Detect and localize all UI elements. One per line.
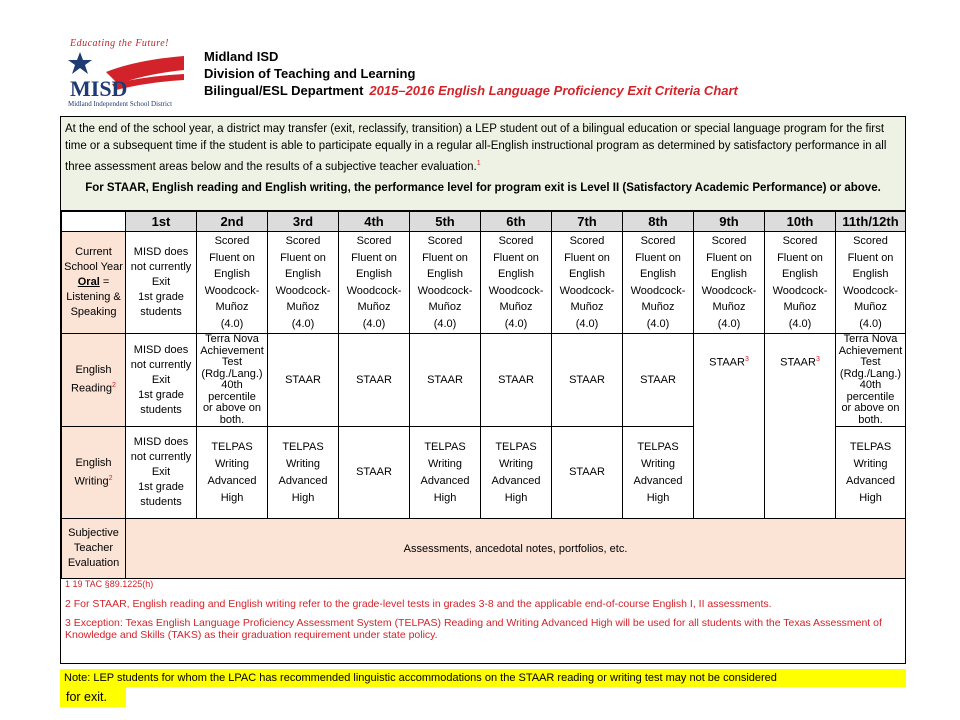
cell-line: Scored: [569, 235, 605, 247]
cell-line: Scored: [782, 235, 818, 247]
cell-line: (4.0): [220, 317, 244, 330]
note-line-1: Note: LEP students for whom the LPAC has recommended linguistic accommodations on the STAAR reading or writing test may not be considered: [60, 669, 906, 687]
grade-header: 3rd: [268, 212, 339, 232]
label-line: [62, 275, 125, 290]
note-line-2: for exit.: [60, 687, 126, 707]
staar-text: STAAR: [709, 356, 745, 369]
grade-header: 5th: [410, 212, 481, 232]
cell-line: (4.0): [362, 317, 386, 330]
cell-line: Achievement: [200, 344, 264, 357]
grade-header: 7th: [552, 212, 623, 232]
grade-header: 11th/12th: [836, 212, 906, 232]
cell-line: Woodcock-: [275, 284, 331, 297]
writing-label: [62, 427, 126, 519]
cell-line: (Rdg./Lang.): [839, 367, 902, 380]
cell-line: (4.0): [717, 317, 741, 330]
cell-line: Advanced: [491, 474, 541, 487]
staar-cell: STAAR: [623, 334, 694, 427]
reading-label: [62, 334, 126, 427]
logo-subtitle: Midland Independent School District: [68, 100, 173, 108]
staar-cell: STAAR: [339, 334, 410, 427]
cell-line: High: [646, 491, 670, 504]
cell-line: English: [213, 268, 251, 280]
cell-line: Woodcock-: [417, 284, 473, 297]
grade-header-row: [62, 212, 906, 232]
cell-line: TELPAS: [282, 440, 324, 453]
cell-line: students: [140, 403, 182, 416]
division-name: Division of Teaching and Learning: [204, 66, 416, 81]
cell-line: MISD does: [133, 246, 189, 258]
cell-line: both.: [858, 413, 883, 426]
staar-cell: STAAR: [339, 427, 410, 519]
cell-line: Fluent on: [706, 251, 752, 264]
department-name: Bilingual/ESL Department: [204, 83, 364, 98]
footnote-2: 2 For STAAR, English reading and English writing refer to the grade-level tests in grades 3-8 and the applicable end-of-course English I, II assessments.: [65, 598, 772, 610]
cell-line: High: [291, 491, 315, 504]
cell-line: (Rdg./Lang.): [201, 367, 263, 380]
cell-line: Advanced: [207, 474, 257, 487]
grade-header: 2nd: [197, 212, 268, 232]
cell-line: English: [284, 268, 322, 280]
cell-line: (4.0): [504, 317, 528, 330]
cell-line: Fluent on: [493, 251, 539, 264]
cell-line: Scored: [356, 235, 392, 247]
terra-nova-cell: [197, 334, 268, 427]
cell-line: Writing: [285, 457, 321, 470]
oral-word: Oral: [77, 276, 100, 288]
telpas-cell: [623, 427, 694, 519]
label-line: Evaluation: [67, 557, 120, 569]
footnote-3: 3 Exception: Texas English Language Proficiency Assessment System (TELPAS) Reading and Writing Advanced High will be used for all students with the Texas Assessment of Knowledge and Skills (TAKS) as their graduation requirement under state policy.: [65, 617, 882, 641]
cell-line: Terra Nova: [205, 333, 259, 345]
cell-line: Muñoz: [712, 301, 746, 313]
cell-line: Writing: [427, 457, 463, 470]
district-name: Midland ISD: [204, 49, 279, 64]
footnote-ref: 3: [815, 356, 820, 363]
cell-line: Terra Nova: [843, 333, 898, 345]
cell-line: Test: [221, 356, 243, 368]
cell-line: TELPAS: [637, 440, 679, 453]
woodcock-cell: [410, 232, 481, 334]
cell-line: Muñoz: [215, 301, 249, 313]
terra-nova-cell: [836, 334, 906, 427]
woodcock-cell: [836, 232, 906, 334]
cell-line: Fluent on: [351, 251, 397, 264]
cell-line: (4.0): [788, 317, 812, 330]
cell-line: 1st grade: [138, 291, 184, 303]
cell-line: Woodcock-: [843, 284, 898, 297]
cell-line: Woodcock-: [204, 284, 260, 297]
evaluation-cell: Assessments, ancedotal notes, portfolios, etc.: [126, 519, 906, 579]
footnote-1: 1 19 TAC §89.1225(h): [65, 579, 154, 589]
cell-line: English: [781, 268, 819, 280]
cell-line: Muñoz: [641, 301, 675, 313]
staar-statement: For STAAR, English reading and English writing, the performance level for program exit is Level II (Satisfactory Academic Performance) or above.: [85, 181, 881, 194]
reading-row: [62, 334, 906, 427]
cell-line: Writing: [498, 457, 534, 470]
chart-title: 2015–2016 English Language Proficiency Exit Criteria Chart: [369, 83, 738, 98]
page-header: [204, 48, 738, 99]
staar-eoc-cell: [765, 334, 836, 519]
cell-line: students: [140, 306, 182, 318]
cell-line: not currently: [130, 451, 192, 463]
woodcock-cell: [623, 232, 694, 334]
woodcock-cell: [339, 232, 410, 334]
cell-line: TELPAS: [424, 440, 466, 453]
cell-line: Exit: [151, 276, 171, 288]
cell-line: Exit: [151, 466, 171, 478]
woodcock-cell: [268, 232, 339, 334]
label-line: Speaking: [70, 306, 117, 318]
cell-line: Fluent on: [847, 251, 894, 264]
cell-line: Woodcock-: [559, 284, 615, 297]
department-line: [204, 82, 738, 99]
writing-first-grade-cell: [126, 427, 197, 519]
cell-line: 1st grade: [138, 481, 184, 493]
cell-line: Scored: [214, 235, 250, 247]
cell-line: TELPAS: [211, 440, 253, 453]
cell-line: Advanced: [420, 474, 470, 487]
woodcock-cell: [197, 232, 268, 334]
cell-line: Fluent on: [280, 251, 326, 264]
intro-text: [65, 121, 901, 176]
label-word: Writing: [74, 475, 109, 488]
footnote-ref: 2: [112, 382, 116, 390]
telpas-cell: [836, 427, 906, 519]
cell-line: Muñoz: [853, 301, 888, 313]
label-line: Current: [75, 246, 112, 258]
cell-line: English: [355, 268, 393, 280]
cell-line: Muñoz: [286, 301, 320, 313]
woodcock-cell: [552, 232, 623, 334]
misd-logo: [66, 38, 194, 110]
cell-line: MISD does: [133, 343, 189, 356]
cell-line: English: [852, 268, 889, 280]
cell-line: (4.0): [646, 317, 670, 330]
cell-line: English: [497, 268, 535, 280]
cell-line: Muñoz: [357, 301, 391, 313]
cell-line: Scored: [853, 235, 888, 247]
label-line: School Year: [64, 261, 123, 273]
criteria-table: [61, 211, 906, 579]
cell-line: (4.0): [433, 317, 457, 330]
staar-cell: STAAR: [268, 334, 339, 427]
logo-tagline: Educating the Future!: [70, 38, 169, 49]
grade-header: 8th: [623, 212, 694, 232]
cell-line: Writing: [853, 457, 888, 470]
cell-line: Fluent on: [635, 251, 681, 264]
cell-line: High: [504, 491, 528, 504]
oral-label: [62, 232, 126, 334]
cell-line: High: [433, 491, 457, 504]
cell-line: Woodcock-: [772, 284, 828, 297]
cell-line: Fluent on: [422, 251, 468, 264]
cell-line: Writing: [640, 457, 676, 470]
footnotes: [61, 576, 905, 651]
cell-line: TELPAS: [495, 440, 537, 453]
cell-line: Woodcock-: [488, 284, 544, 297]
label-line: [62, 378, 125, 397]
label-line: Subjective: [68, 527, 119, 539]
cell-line: 40th percentile: [846, 379, 895, 403]
footnote-ref: 2: [108, 474, 113, 482]
grade-header: 4th: [339, 212, 410, 232]
cell-line: Test: [860, 356, 881, 368]
corner-cell: [62, 212, 126, 232]
cell-line: Advanced: [846, 474, 895, 487]
cell-line: Woodcock-: [346, 284, 402, 297]
label-line: English: [75, 364, 112, 377]
telpas-cell: [410, 427, 481, 519]
label-line: Teacher: [73, 542, 114, 554]
staar-cell: STAAR: [552, 427, 623, 519]
staar-cell: STAAR: [410, 334, 481, 427]
footnote-ref: 1: [476, 160, 481, 167]
telpas-cell: [481, 427, 552, 519]
flag-star-icon: [66, 50, 186, 100]
grade-header: 10th: [765, 212, 836, 232]
intro-paragraph: At the end of the school year, a district may transfer (exit, reclassify, transition) a LEP student out of a bilingual education or special language program for the first time or a subsequent time if the student is able to participate equally in a regular all-English instructional program as determined by satisfactory performance in all three assessment areas below and the results of a subjective teacher evaluation.: [65, 123, 887, 173]
cell-line: Fluent on: [777, 251, 823, 264]
equals-sign: =: [99, 276, 110, 288]
cell-line: Muñoz: [428, 301, 462, 313]
evaluation-row: [62, 519, 906, 579]
intro-box: [61, 117, 905, 211]
cell-line: 1st grade: [138, 388, 184, 401]
cell-line: Scored: [711, 235, 747, 247]
cell-line: High: [859, 491, 882, 504]
label-line: Listening &: [66, 291, 121, 303]
label-line: [62, 471, 125, 490]
cell-line: Fluent on: [209, 251, 255, 264]
cell-line: TELPAS: [849, 440, 892, 453]
staar-cell: STAAR: [552, 334, 623, 427]
cell-line: Exit: [151, 373, 171, 386]
cell-line: Writing: [214, 457, 250, 470]
cell-line: High: [220, 491, 244, 504]
cell-line: English: [639, 268, 677, 280]
cell-line: Advanced: [278, 474, 328, 487]
cell-line: MISD does: [133, 436, 189, 448]
cell-line: Scored: [285, 235, 321, 247]
label-word: Reading: [71, 382, 113, 395]
cell-line: students: [140, 496, 182, 508]
staar-text: STAAR: [780, 356, 816, 369]
cell-line: both.: [219, 413, 245, 426]
cell-line: not currently: [130, 261, 192, 273]
cell-line: Woodcock-: [630, 284, 686, 297]
cell-line: English: [426, 268, 464, 280]
cell-line: Scored: [427, 235, 463, 247]
cell-line: English: [710, 268, 748, 280]
woodcock-cell: [481, 232, 552, 334]
woodcock-cell: [765, 232, 836, 334]
staar-eoc-cell: [694, 334, 765, 519]
footnote-ref: 3: [744, 356, 749, 363]
cell-line: (4.0): [291, 317, 315, 330]
telpas-cell: [197, 427, 268, 519]
cell-line: Muñoz: [570, 301, 604, 313]
cell-line: (4.0): [859, 317, 882, 330]
cell-line: Muñoz: [499, 301, 533, 313]
cell-line: Scored: [640, 235, 676, 247]
staar-cell: STAAR: [481, 334, 552, 427]
evaluation-label: [62, 519, 126, 579]
oral-first-grade-cell: [126, 232, 197, 334]
cell-line: or above on: [841, 402, 900, 414]
cell-line: (4.0): [575, 317, 599, 330]
cell-line: Fluent on: [564, 251, 610, 264]
grade-header: 6th: [481, 212, 552, 232]
label-line: English: [75, 456, 112, 469]
oral-row: [62, 232, 906, 334]
cell-line: or above on: [202, 402, 262, 414]
grade-header: 9th: [694, 212, 765, 232]
cell-line: English: [568, 268, 606, 280]
grade-header: 1st: [126, 212, 197, 232]
logo-wordmark: MISD: [70, 76, 128, 100]
reading-first-grade-cell: [126, 334, 197, 427]
cell-line: Advanced: [633, 474, 683, 487]
cell-line: Scored: [498, 235, 534, 247]
cell-line: Woodcock-: [701, 284, 757, 297]
cell-line: Muñoz: [783, 301, 817, 313]
telpas-cell: [268, 427, 339, 519]
cell-line: not currently: [130, 358, 192, 371]
cell-line: Achievement: [838, 344, 903, 357]
woodcock-cell: [694, 232, 765, 334]
cell-line: 40th percentile: [208, 379, 256, 403]
